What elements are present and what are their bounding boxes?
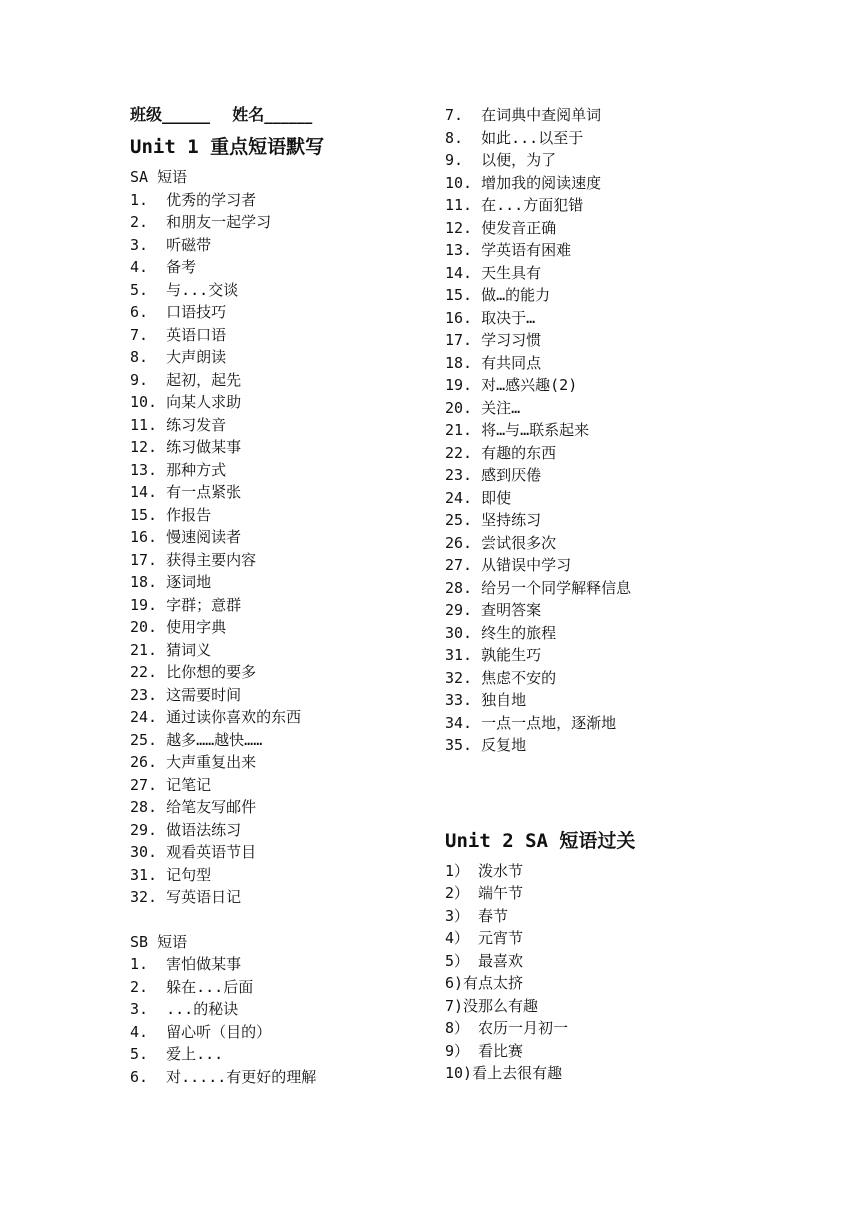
list-item: 35. 反复地	[445, 736, 527, 754]
list-item: 10. 向某人求助	[130, 393, 242, 411]
list-item: 15. 做…的能力	[445, 286, 551, 304]
list-item: 2. 躲在...后面	[130, 977, 254, 996]
list-item: 6. 对.....有更好的理解	[130, 1067, 317, 1086]
list-item: 6)有点太挤	[445, 974, 524, 992]
list-item: 24. 通过读你喜欢的东西	[130, 708, 302, 726]
list-item: 12. 练习做某事	[130, 438, 242, 456]
student-info-line	[130, 100, 420, 130]
list-item: 5） 最喜欢	[445, 951, 524, 970]
list-item: 19. 字群；意群	[130, 595, 242, 614]
list-item: 10)看上去很有趣	[445, 1064, 563, 1082]
list-item: 17. 学习习惯	[445, 331, 542, 349]
list-item: 17. 获得主要内容	[130, 550, 257, 569]
list-item: 25. 越多……越快……	[130, 730, 263, 749]
list-item: 9） 看比赛	[445, 1041, 524, 1060]
list-item: 28. 给另一个同学解释信息	[445, 578, 632, 597]
list-item: 32. 焦虑不安的	[445, 668, 557, 687]
right-column	[445, 104, 765, 1085]
list-item: 26. 大声重复出来	[130, 753, 257, 771]
list-item: 3） 春节	[445, 906, 509, 925]
list-item: 7)没那么有趣	[445, 996, 539, 1015]
list-item: 4） 元宵节	[445, 929, 524, 947]
list-item: 21. 猜词义	[130, 640, 212, 659]
list-item: 20. 使用字典	[130, 618, 227, 636]
unit1-title: Unit 1 重点短语默写	[130, 136, 325, 158]
list-item: 20. 关注…	[445, 398, 521, 417]
unit2-phrase-list	[445, 860, 765, 1085]
list-item: 7. 英语口语	[130, 325, 227, 344]
list-item: 8） 农历一月初一	[445, 1019, 569, 1037]
list-item: 8. 大声朗读	[130, 348, 227, 366]
list-item: 9. 起初，起先	[130, 370, 242, 389]
sa-phrase-list	[130, 189, 420, 909]
list-item: 14. 有一点紧张	[130, 483, 242, 501]
list-item: 4. 备考	[130, 258, 197, 276]
unit2-title: Unit 2 SA 短语过关	[445, 829, 636, 852]
list-item: 31. 孰能生巧	[445, 646, 542, 664]
list-item: 22. 比你想的要多	[130, 663, 257, 681]
list-item: 5. 与...交谈	[130, 280, 239, 299]
list-item: 9. 以便，为了	[445, 151, 557, 169]
list-item: 19. 对…感兴趣(2)	[445, 376, 578, 394]
list-item: 16. 取决于…	[445, 308, 536, 327]
list-item: 3. 听磁带	[130, 235, 212, 254]
sb-phrase-list-part2	[445, 104, 765, 757]
left-column	[130, 100, 420, 1088]
list-item: 11. 练习发音	[130, 415, 227, 434]
list-item: 27. 记笔记	[130, 775, 212, 794]
list-item: 23. 这需要时间	[130, 685, 242, 704]
list-item: 23. 感到厌倦	[445, 466, 542, 484]
list-item: 1. 害怕做某事	[130, 955, 242, 973]
list-item: 14. 天生具有	[445, 263, 542, 282]
list-item: 32. 写英语日记	[130, 888, 242, 906]
list-item: 25. 坚持练习	[445, 511, 542, 529]
list-item: 18. 有共同点	[445, 353, 542, 372]
class-label: 班级______	[130, 105, 211, 124]
spacer	[445, 757, 765, 824]
list-item: 16. 慢速阅读者	[130, 528, 242, 546]
list-item: 26. 尝试很多次	[445, 533, 557, 552]
list-item: 12. 使发音正确	[445, 218, 557, 237]
sa-section-label: SA 短语	[130, 168, 188, 186]
sb-phrase-list-part1	[130, 953, 420, 1088]
name-label: 姓名______	[232, 105, 313, 124]
list-item: 22. 有趣的东西	[445, 443, 557, 462]
list-item: 30. 终生的旅程	[445, 623, 557, 642]
list-item: 5. 爱上...	[130, 1045, 224, 1063]
list-item: 10. 增加我的阅读速度	[445, 173, 602, 192]
list-item: 8. 如此...以至于	[445, 128, 584, 147]
list-item: 29. 查明答案	[445, 601, 542, 619]
list-item: 21. 将…与…联系起来	[445, 421, 590, 439]
list-item: 13. 那种方式	[130, 460, 227, 479]
list-item: 33. 独自地	[445, 691, 527, 709]
list-item: 28. 给笔友写邮件	[130, 798, 257, 816]
list-item: 6. 口语技巧	[130, 303, 227, 321]
list-item: 15. 作报告	[130, 505, 212, 524]
list-item: 3. ...的秘诀	[130, 1000, 239, 1018]
list-item: 24. 即使	[445, 488, 512, 507]
list-item: 4. 留心听（目的）	[130, 1022, 272, 1041]
list-item: 30. 观看英语节目	[130, 843, 257, 861]
list-item: 2） 端午节	[445, 884, 524, 902]
list-item: 18. 逐词地	[130, 573, 212, 591]
list-item: 31. 记句型	[130, 865, 212, 884]
list-item: 2. 和朋友一起学习	[130, 213, 272, 231]
list-item: 1） 泼水节	[445, 861, 524, 880]
spacer	[130, 909, 420, 931]
list-item: 11. 在...方面犯错	[445, 196, 584, 214]
list-item: 34. 一点一点地，逐渐地	[445, 713, 617, 732]
list-item: 27. 从错误中学习	[445, 556, 572, 574]
list-item: 13. 学英语有困难	[445, 241, 572, 259]
list-item: 1. 优秀的学习者	[130, 190, 257, 209]
list-item: 7. 在词典中查阅单词	[445, 106, 602, 124]
sb-section-label: SB 短语	[130, 932, 188, 951]
list-item: 29. 做语法练习	[130, 820, 242, 839]
